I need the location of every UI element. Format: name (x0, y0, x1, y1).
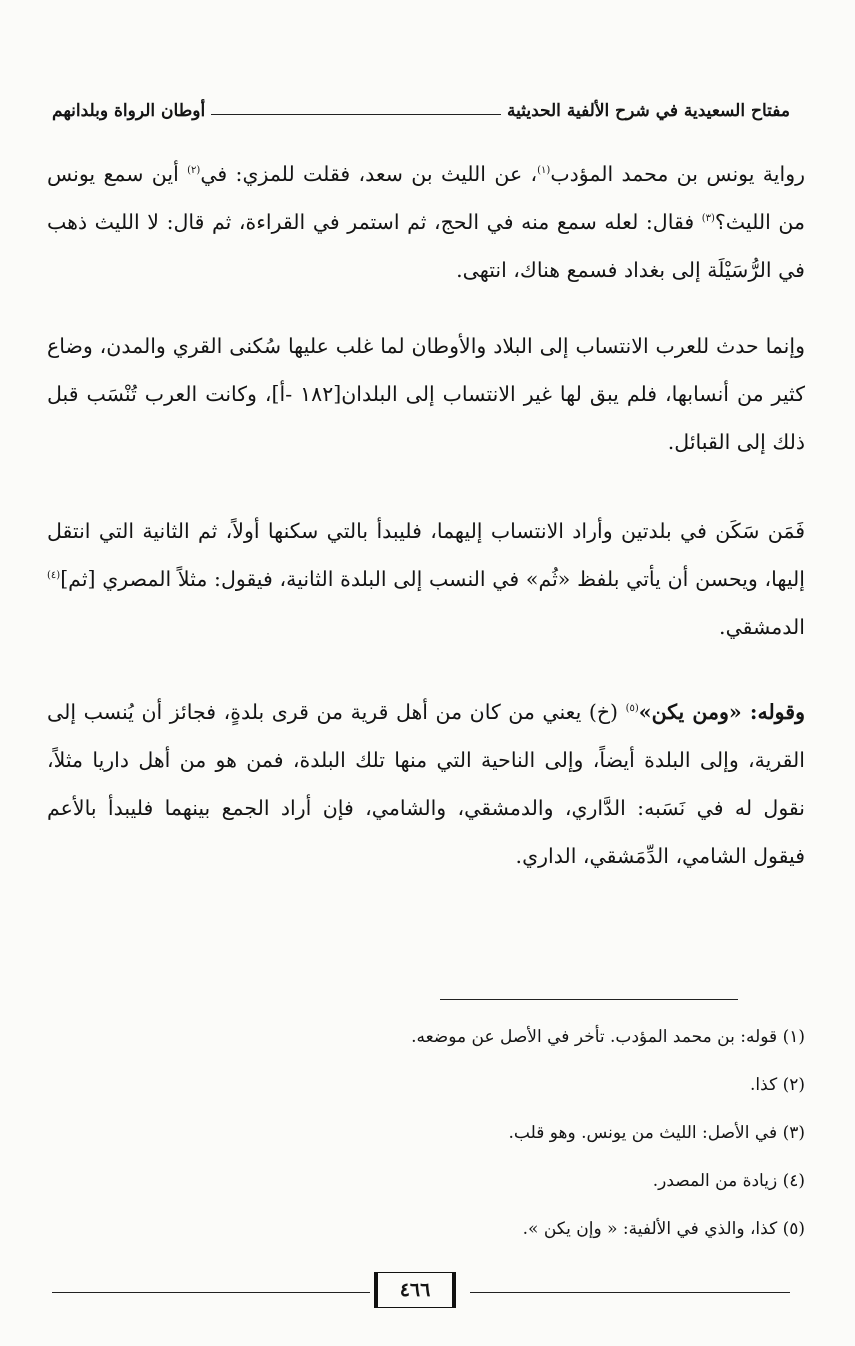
p1-text-a: رواية يونس بن محمد المؤدب (550, 162, 805, 186)
footnote-ref-1[interactable]: (١) (537, 165, 551, 177)
running-header (52, 87, 790, 121)
footnote-1: (١) قوله: بن محمد المؤدب. تأخر في الأصل عن موضعه. (411, 1027, 805, 1047)
footnote-ref-4[interactable]: (٤) (47, 570, 61, 582)
footnote-separator (440, 999, 738, 1000)
footnote-3: (٣) في الأصل: الليث من يونس. وهو قلب. (508, 1123, 805, 1143)
page-footer (52, 1272, 790, 1308)
footnotes (47, 1013, 805, 1253)
paragraph-4 (47, 688, 805, 880)
header-rule (211, 114, 501, 115)
page-number: ٤٦٦ (374, 1272, 456, 1308)
footnote-2: (٢) كذا. (750, 1075, 805, 1095)
paragraph-2: وإنما حدث للعرب الانتساب إلى البلاد والأوطان لما غلب عليها سُكنى القري والمدن، وضاع كثير من أنسابها، فلم يبق لها غير الانتساب إلى البلدان[١٨٢ -أ]، وكانت العرب تُنْسَب قبل ذلك إلى القبائل. (47, 334, 805, 454)
footnote-ref-2[interactable]: (٢) (187, 165, 201, 177)
paragraph-1 (47, 150, 805, 294)
header-book-title: مفتاح السعيدية في شرح الألفية الحديثية (507, 101, 790, 121)
footnote-ref-3[interactable]: (٣) (701, 213, 715, 225)
footnote-ref-5[interactable]: (٥) (625, 703, 639, 715)
footer-rule-left (52, 1292, 370, 1293)
p4-text: (خ) يعني من كان من أهل قرية من قرى بلدةٍ، فجائز أن يُنسب إلى القرية، وإلى البلدة أيضاً، وإلى الناحية التي منها تلك البلدة، فمن هو من أهل داريا مثلاً، نقول له في نَسَبه: الدَّاري، والدمشقي، والشامي، فإن أراد الجمع بينهما فليبدأ بالأعم فيقول الشامي، الدِّمَشقي، الداري. (47, 700, 805, 868)
p3-text-b: الدمشقي. (719, 615, 805, 639)
p1-text-d: فقال: لعله سمع منه في الحج، ثم استمر في القراءة، ثم قال: لا الليث ذهب في الرُّسَيْلَة إلى بغداد فسمع هناك، انتهى. (47, 210, 805, 282)
p4-quoted-verse: وقوله: «ومن يكن» (638, 700, 805, 724)
paragraph-3 (47, 507, 805, 651)
p3-text-a: فَمَن سَكَن في بلدتين وأراد الانتساب إليهما، فليبدأ بالتي سكنها أولاً، ثم الثانية التي انتقل إليها، ويحسن أن يأتي بلفظ «ثُم» في النسب إلى البلدة الثانية، فيقول: مثلاً المصري [ثم] (47, 519, 805, 591)
p1-text-c: أين سمع يونس من الليث؟ (47, 162, 806, 234)
header-chapter-title: أوطان الرواة وبلدانهم (52, 101, 206, 121)
p1-text-b: ، عن الليث بن سعد، فقلت للمزي: في (200, 162, 538, 186)
footnote-4: (٤) زيادة من المصدر. (652, 1171, 805, 1191)
footnote-5: (٥) كذا، والذي في الألفية: « وإن يكن ». (522, 1219, 805, 1239)
footer-rule-right (470, 1292, 790, 1293)
